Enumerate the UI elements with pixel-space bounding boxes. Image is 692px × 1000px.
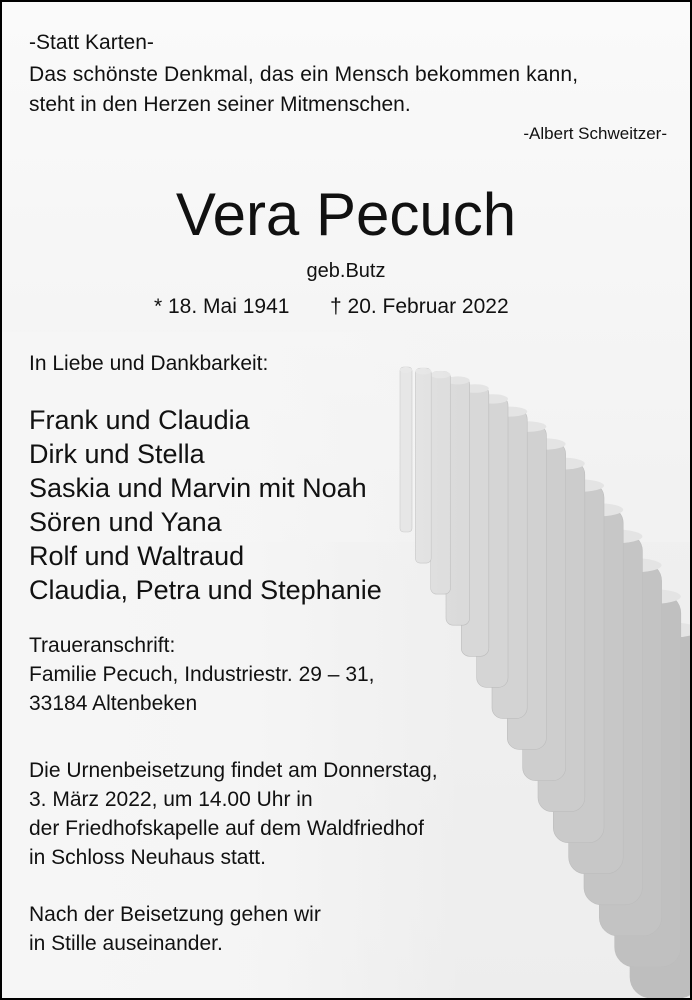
burial-line: in Schloss Neuhaus statt. xyxy=(29,846,266,869)
mourner-names xyxy=(29,403,382,607)
mourner-name: Sören und Yana xyxy=(29,507,222,537)
address-line-1: Familie Pecuch, Industriestr. 29 – 31, xyxy=(29,663,375,686)
address-block xyxy=(29,631,375,718)
closing-note xyxy=(29,900,321,958)
mourner-name: Saskia und Marvin mit Noah xyxy=(29,473,367,503)
death-date: † 20. Februar 2022 xyxy=(330,295,509,318)
mourners-intro: In Liebe und Dankbarkeit: xyxy=(29,352,269,375)
mourner-name: Claudia, Petra und Stephanie xyxy=(29,575,382,605)
mourner-name: Frank und Claudia xyxy=(29,405,250,435)
deceased-name: Vera Pecuch xyxy=(175,181,517,248)
address-line-2: 33184 Altenbeken xyxy=(29,692,198,715)
quote-author: -Albert Schweitzer- xyxy=(523,124,667,143)
maiden-name: geb.Butz xyxy=(306,260,386,282)
mourner-name: Rolf und Waltraud xyxy=(29,541,245,571)
burial-line: 3. März 2022, um 14.00 Uhr in xyxy=(29,788,313,811)
closing-line: in Stille auseinander. xyxy=(29,932,223,955)
mourner-name: Dirk und Stella xyxy=(29,439,205,469)
address-label: Traueranschrift: xyxy=(29,634,176,657)
burial-line: der Friedhofskapelle auf dem Waldfriedhof xyxy=(29,817,424,840)
birth-date: * 18. Mai 1941 xyxy=(154,295,290,318)
burial-line: Die Urnenbeisetzung findet am Donnerstag, xyxy=(29,759,438,782)
quote-line-2: steht in den Herzen seiner Mitmenschen. xyxy=(29,93,411,116)
quote-line-1: Das schönste Denkmal, das ein Mensch bekommen kann, xyxy=(29,63,579,86)
burial-notice xyxy=(29,756,438,872)
closing-line: Nach der Beisetzung gehen wir xyxy=(29,903,321,926)
statt-karten-note: -Statt Karten- xyxy=(29,31,154,54)
